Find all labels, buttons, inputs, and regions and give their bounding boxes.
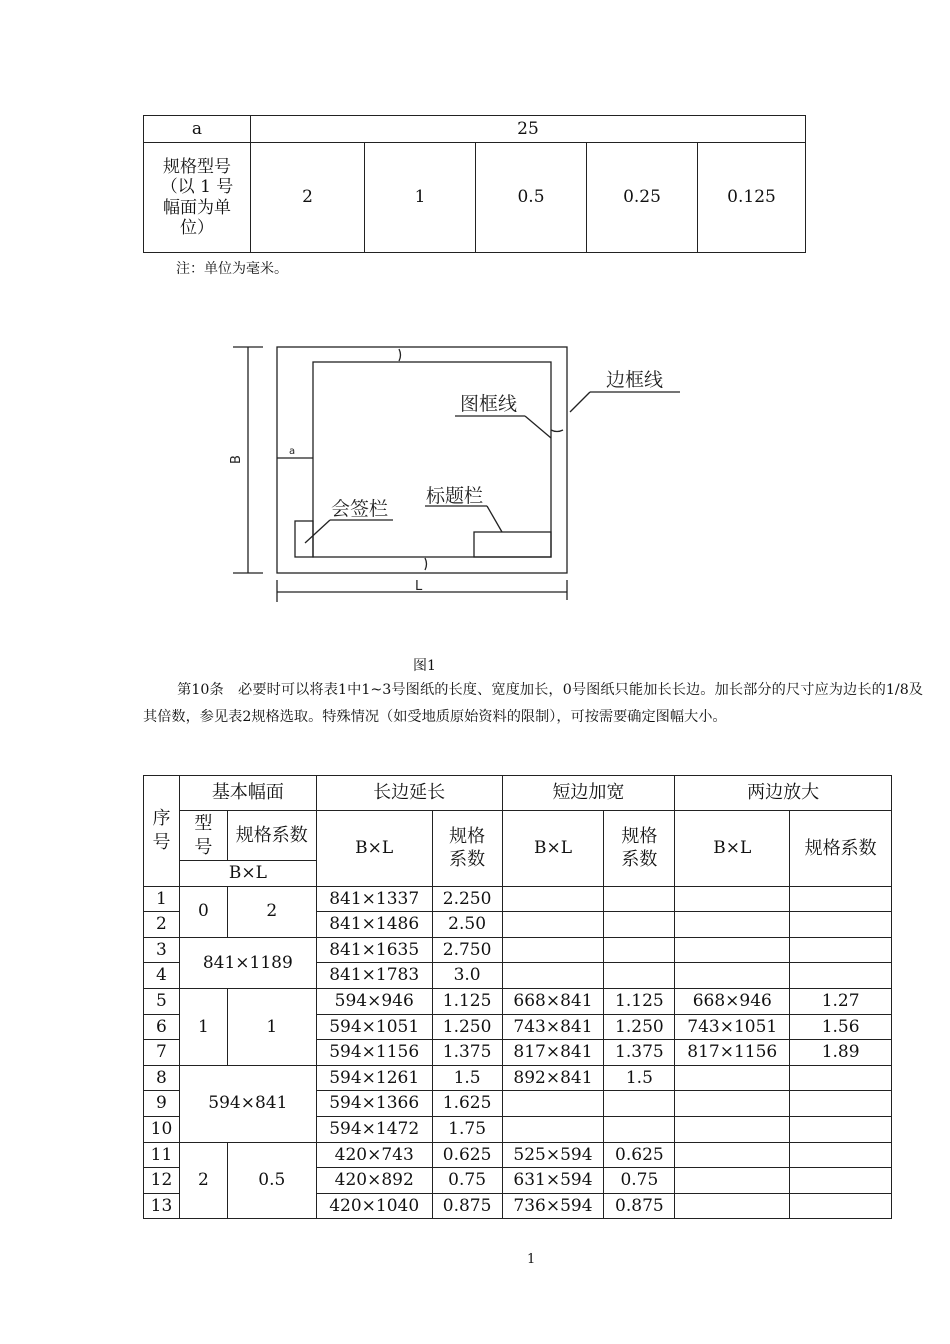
- both-coef: 1.56: [790, 1014, 892, 1040]
- row-seq: 1: [144, 886, 180, 912]
- border-line-rect: [277, 347, 567, 573]
- dim-label-b: B: [229, 455, 244, 464]
- long-bxl: 594×1472: [316, 1116, 432, 1142]
- spec-value: 1: [365, 143, 476, 253]
- row-a-label: a: [144, 116, 251, 143]
- short-coef: 1.125: [604, 988, 675, 1014]
- spec-label-line: 规格型号: [163, 156, 231, 177]
- row-seq: 12: [144, 1168, 180, 1194]
- row-seq: 10: [144, 1116, 180, 1142]
- both-coef: [790, 1168, 892, 1194]
- dim-label-a: a: [289, 446, 296, 457]
- article-10-text: 第10条 必要时可以将表1中1~3号图纸的长度、宽度加长，0号图纸只能加长长边。加长部分的尺寸应为边长的1/8及其倍数，参见表2规格选取。特殊情况（如受地质原始资料的限制），可按需要确定图幅大小。: [143, 682, 923, 725]
- short-coef: [604, 886, 675, 912]
- short-bxl: [502, 963, 604, 989]
- label-sign-block: 会签栏: [331, 498, 389, 520]
- spec-value: 0.125: [698, 143, 806, 253]
- short-coef: [604, 912, 675, 938]
- group-model: 2: [179, 1142, 227, 1219]
- row-seq: 9: [144, 1091, 180, 1117]
- both-coef: [790, 937, 892, 963]
- short-bxl: [502, 1116, 604, 1142]
- short-coef: 1.5: [604, 1065, 675, 1091]
- article-10-paragraph: [143, 677, 923, 731]
- long-coef: 1.250: [432, 1014, 502, 1040]
- header-both-coef: 规格系数: [790, 811, 892, 887]
- both-bxl: [675, 1168, 790, 1194]
- both-coef: [790, 1193, 892, 1219]
- label-frame-line: 图框线: [460, 393, 518, 415]
- both-bxl: [675, 1193, 790, 1219]
- long-coef: 1.125: [432, 988, 502, 1014]
- both-bxl: [675, 1091, 790, 1117]
- short-coef: [604, 963, 675, 989]
- header-short-widen: 短边加宽: [502, 776, 675, 811]
- long-bxl: 594×946: [316, 988, 432, 1014]
- long-coef: 2.750: [432, 937, 502, 963]
- table-row: [144, 1065, 892, 1091]
- group-model: 0: [179, 886, 227, 937]
- long-bxl: 594×1051: [316, 1014, 432, 1040]
- long-bxl: 594×1366: [316, 1091, 432, 1117]
- long-coef: 1.75: [432, 1116, 502, 1142]
- header-short-bxl: B×L: [502, 811, 604, 887]
- row-seq: 7: [144, 1040, 180, 1066]
- long-bxl: 841×1486: [316, 912, 432, 938]
- long-bxl: 594×1261: [316, 1065, 432, 1091]
- short-coef: 0.875: [604, 1193, 675, 1219]
- long-bxl: 420×1040: [316, 1193, 432, 1219]
- row-a-value: 25: [251, 116, 806, 143]
- short-bxl: 892×841: [502, 1065, 604, 1091]
- long-coef: 0.75: [432, 1168, 502, 1194]
- both-coef: [790, 886, 892, 912]
- row-seq: 2: [144, 912, 180, 938]
- header-seq: 序号: [144, 776, 180, 887]
- row-seq: 8: [144, 1065, 180, 1091]
- long-bxl: 841×1635: [316, 937, 432, 963]
- short-coef: [604, 1116, 675, 1142]
- both-coef: [790, 963, 892, 989]
- figure-caption: 图1: [413, 658, 436, 674]
- table-row: [144, 937, 892, 963]
- short-bxl: [502, 937, 604, 963]
- label-title-block: 标题栏: [426, 485, 484, 507]
- header-model: 型号: [179, 811, 227, 861]
- page-number: 1: [527, 1252, 536, 1267]
- table-row: [144, 886, 892, 912]
- group-coef: 2: [227, 886, 316, 937]
- long-coef: 3.0: [432, 963, 502, 989]
- both-coef: [790, 1091, 892, 1117]
- row-seq: 3: [144, 937, 180, 963]
- paper-size-table-tail: [143, 115, 806, 253]
- short-bxl: 668×841: [502, 988, 604, 1014]
- spec-value: 0.25: [587, 143, 698, 253]
- long-coef: 0.875: [432, 1193, 502, 1219]
- header-basic-size: 基本幅面: [179, 776, 316, 811]
- long-bxl: 594×1156: [316, 1040, 432, 1066]
- short-bxl: 525×594: [502, 1142, 604, 1168]
- both-bxl: [675, 886, 790, 912]
- short-coef: [604, 1091, 675, 1117]
- both-coef: [790, 912, 892, 938]
- spec-value: 0.5: [476, 143, 587, 253]
- header-both-enlarge: 两边放大: [675, 776, 892, 811]
- long-bxl: 841×1337: [316, 886, 432, 912]
- header-basic-bxl: B×L: [179, 861, 316, 887]
- both-coef: 1.89: [790, 1040, 892, 1066]
- group-size: 594×841: [179, 1065, 316, 1142]
- header-long-ext: 长边延长: [316, 776, 502, 811]
- row-seq: 6: [144, 1014, 180, 1040]
- header-long-bxl: B×L: [316, 811, 432, 887]
- both-bxl: 668×946: [675, 988, 790, 1014]
- short-bxl: [502, 886, 604, 912]
- row-seq: 5: [144, 988, 180, 1014]
- long-coef: 2.50: [432, 912, 502, 938]
- short-coef: 1.250: [604, 1014, 675, 1040]
- short-bxl: 631×594: [502, 1168, 604, 1194]
- short-bxl: [502, 912, 604, 938]
- short-bxl: 736×594: [502, 1193, 604, 1219]
- group-model: 1: [179, 988, 227, 1065]
- frame-line-rect: [313, 362, 551, 557]
- table-row: [144, 988, 892, 1014]
- dim-label-l: L: [415, 579, 423, 594]
- both-bxl: 817×1156: [675, 1040, 790, 1066]
- long-bxl: 420×892: [316, 1168, 432, 1194]
- short-coef: 1.375: [604, 1040, 675, 1066]
- spec-label-line: 位）: [180, 217, 214, 238]
- row-seq: 4: [144, 963, 180, 989]
- drawing-frame-figure: [225, 330, 705, 610]
- short-coef: 0.75: [604, 1168, 675, 1194]
- both-bxl: 743×1051: [675, 1014, 790, 1040]
- spec-value: 2: [251, 143, 365, 253]
- header-both-bxl: B×L: [675, 811, 790, 887]
- short-bxl: 817×841: [502, 1040, 604, 1066]
- group-size: 841×1189: [179, 937, 316, 988]
- extended-size-table: [143, 775, 892, 1219]
- short-coef: 0.625: [604, 1142, 675, 1168]
- both-coef: 1.27: [790, 988, 892, 1014]
- spec-label-line: 幅面为单: [163, 197, 231, 218]
- header-short-coef: 规格系数: [604, 811, 675, 887]
- long-coef: 2.250: [432, 886, 502, 912]
- long-coef: 1.625: [432, 1091, 502, 1117]
- row-seq: 13: [144, 1193, 180, 1219]
- label-border-line: 边框线: [606, 369, 664, 391]
- spec-label-line: （以 1 号: [160, 177, 234, 198]
- short-coef: [604, 937, 675, 963]
- short-bxl: 743×841: [502, 1014, 604, 1040]
- both-bxl: [675, 963, 790, 989]
- both-bxl: [675, 912, 790, 938]
- both-bxl: [675, 1065, 790, 1091]
- long-bxl: 841×1783: [316, 963, 432, 989]
- row-seq: 11: [144, 1142, 180, 1168]
- both-coef: [790, 1116, 892, 1142]
- group-coef: 1: [227, 988, 316, 1065]
- both-coef: [790, 1142, 892, 1168]
- group-coef: 0.5: [227, 1142, 316, 1219]
- spec-label: [144, 143, 251, 253]
- both-coef: [790, 1065, 892, 1091]
- table-row: [144, 1142, 892, 1168]
- header-coef: 规格系数: [227, 811, 316, 861]
- both-bxl: [675, 1116, 790, 1142]
- short-bxl: [502, 1091, 604, 1117]
- long-coef: 0.625: [432, 1142, 502, 1168]
- long-bxl: 420×743: [316, 1142, 432, 1168]
- title-block-rect: [474, 532, 551, 557]
- unit-note: 注：单位为毫米。: [176, 261, 288, 277]
- both-bxl: [675, 937, 790, 963]
- long-coef: 1.5: [432, 1065, 502, 1091]
- header-long-coef: 规格系数: [432, 811, 502, 887]
- both-bxl: [675, 1142, 790, 1168]
- long-coef: 1.375: [432, 1040, 502, 1066]
